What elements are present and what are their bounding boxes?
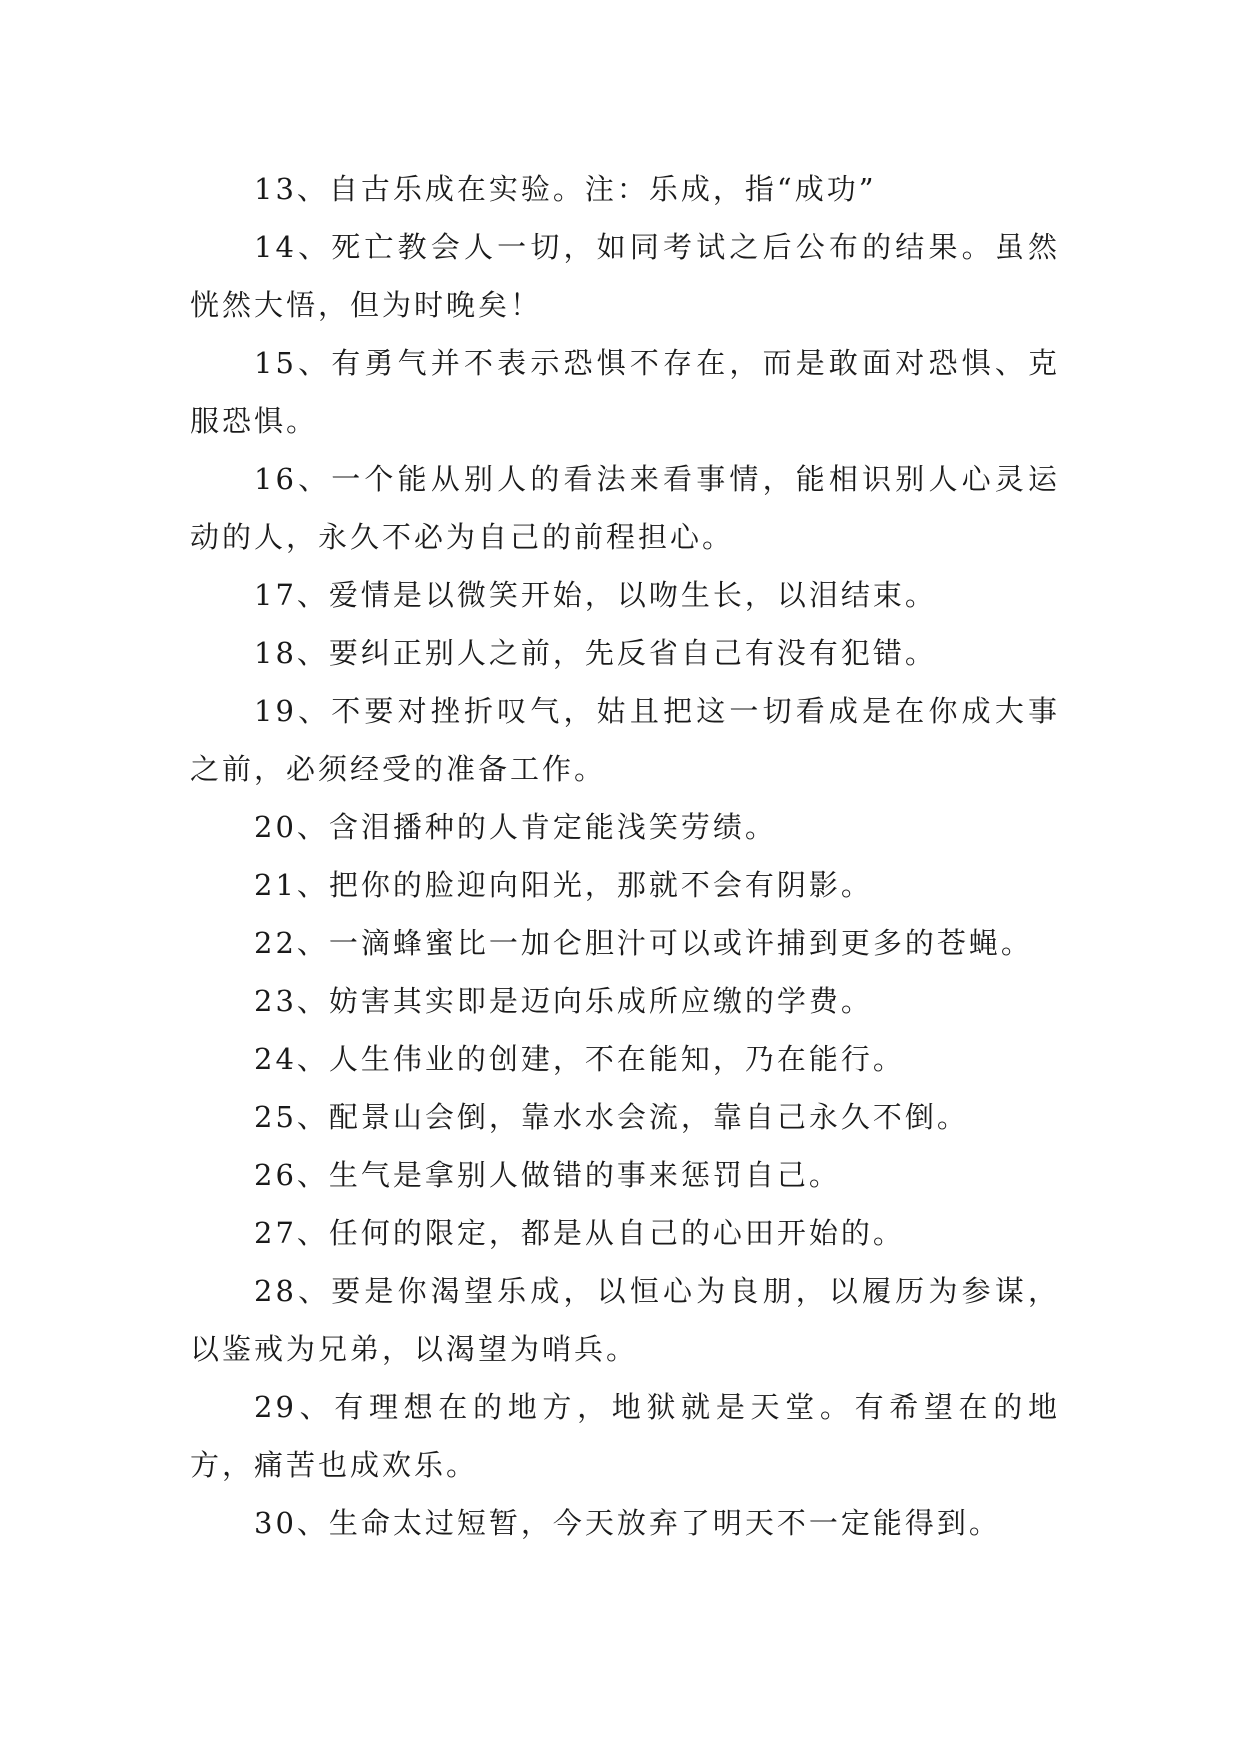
paragraph-27: 27、任何的限定，都是从自己的心田开始的。 [254,1216,905,1250]
paragraph-24: 24、人生伟业的创建，不在能知，乃在能行。 [254,1042,905,1076]
paragraph-26: 26、生气是拿别人做错的事来惩罚自己。 [254,1158,841,1192]
paragraph-25: 25、配景山会倒，靠水水会流，靠自己永久不倒。 [254,1100,969,1134]
paragraph-18: 18、要纠正别人之前，先反省自己有没有犯错。 [254,636,937,670]
paragraph-16: 16、一个能从别人的看法来看事情，能相识别人心灵运动的人，永久不必为自己的前程担心。 [190,462,1060,554]
paragraph-30: 30、生命太过短暂，今天放弃了明天不一定能得到。 [254,1506,1001,1540]
paragraph-20: 20、含泪播种的人肯定能浅笑劳绩。 [254,810,777,844]
paragraph-22: 22、一滴蜂蜜比一加仑胆汁可以或许捕到更多的苍蝇。 [254,926,1033,960]
paragraph-29: 29、有理想在的地方，地狱就是天堂。有希望在的地方，痛苦也成欢乐。 [190,1390,1060,1482]
paragraph-19: 19、不要对挫折叹气，姑且把这一切看成是在你成大事之前，必须经受的准备工作。 [190,694,1060,786]
paragraph-23: 23、妨害其实即是迈向乐成所应缴的学费。 [254,984,873,1018]
paragraph-14: 14、死亡教会人一切，如同考试之后公布的结果。虽然恍然大悟，但为时晚矣！ [190,230,1060,322]
paragraph-13: 13、自古乐成在实验。注：乐成，指“成功” [254,172,877,206]
paragraph-21: 21、把你的脸迎向阳光，那就不会有阴影。 [254,868,873,902]
paragraph-15: 15、有勇气并不表示恐惧不存在，而是敢面对恐惧、克服恐惧。 [190,346,1060,438]
paragraph-17: 17、爱情是以微笑开始，以吻生长，以泪结束。 [254,578,937,612]
document-body [190,160,1060,1552]
paragraph-28: 28、要是你渴望乐成，以恒心为良朋，以履历为参谋，以鉴戒为兄弟，以渴望为哨兵。 [190,1274,1060,1366]
